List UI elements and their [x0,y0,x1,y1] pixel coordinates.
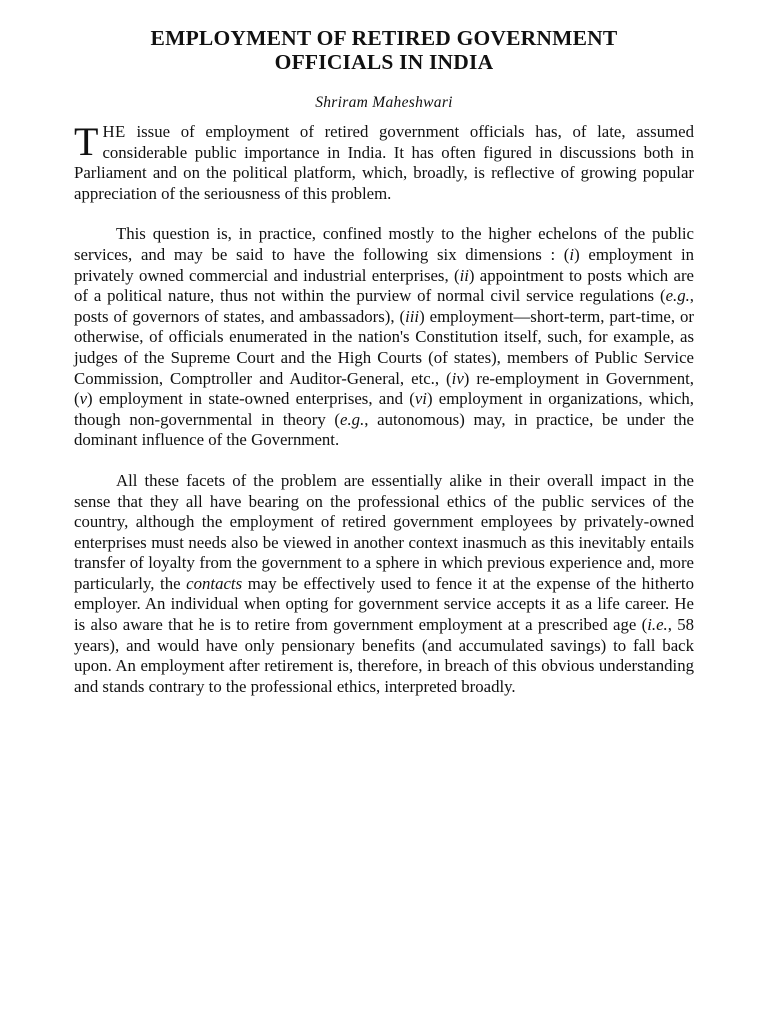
p2-numeral: v [79,389,88,409]
p3-text: may be effectively used to fence it at the expense of the hitherto employer. An individual when opting for government service accepts it as a life career. He is also aware that he is to retire from government employment at a prescribed age ( [74,573,694,635]
p2-numeral: ii [459,265,469,285]
p2-text: ) appointment to posts which are of a political nature, thus not within the purview of normal civil service regulations ( [74,265,694,306]
lead-caps: HE [102,122,126,141]
p2-abbrev: e.g. [665,286,690,306]
p2-numeral: vi [414,389,427,409]
p2-numeral: iv [451,368,464,388]
p2-text: ) employment—short-term, part-time, or otherwise, of officials enumerated in the nation's Constitution itself, such, for example, as judges of the Supreme Court and the High Courts (of states), members of Public Service Commission, Comptroller and Auditor-General, etc., ( [74,306,694,388]
p3-text: , 58 years), and would have only pensionary benefits (and accumulated savings) to fall back upon. An employment after retirement is, therefore, in breach of this obvious understanding and stands contrary to the professional ethics, interpreted broadly. [74,615,694,696]
p3-abbrev: i.e. [647,615,668,635]
p2-text: This question is, in practice, confined mostly to the higher echelons of the public services, and may be said to have the following six dimensions : ( [74,224,694,264]
p3-emphasis: contacts [186,573,243,593]
p2-text: , autonomous) may, in practice, be under the dominant influence of the Government. [74,409,694,450]
title-line-1: EMPLOYMENT OF RETIRED GOVERNMENT [150,26,618,50]
paragraph-1-text: issue of employment of retired government officials has, of late, assumed considerable public importance in India. It has often figured in discussions both in Parliament and on the political platform, which, broadly, is reflective of growing popular appreciation of the seriousness of this problem. [74,122,694,203]
author-name: Shriram Maheshwari [315,94,453,111]
p2-text: ) re-employment in Government, ( [74,368,694,409]
p2-text: ) employment in state-owned enterprises, and ( [87,389,415,409]
p2-text: ) employment in privately owned commercial and industrial enterprises, ( [74,244,695,285]
paragraph-2 [74,224,694,451]
p3-text: All these facets of the problem are essentially alike in their overall impact in the sense that they all have bearing on the professional ethics of the public services of the country, although the employment of retired government employees by privately-owned enterprises must needs also be viewed in another context inasmuch as this inevitably entails transfer of loyalty from the government to a sphere in which previous experience and, more particularly, the [74,470,694,593]
p2-numeral: iii [405,306,420,326]
p2-text: , posts of governors of states, and ambassadors), ( [74,286,694,326]
article-page [74,26,694,697]
article-title [74,26,694,74]
p2-abbrev: e.g. [340,409,365,429]
p2-numeral: i [569,244,575,264]
title-line-2: OFFICIALS IN INDIA [274,50,494,74]
paragraph-1 [74,119,694,204]
paragraph-3 [74,471,694,698]
drop-cap: T [74,119,99,164]
p2-text: ) employment in organizations, which, though non-governmental in theory ( [74,389,694,429]
